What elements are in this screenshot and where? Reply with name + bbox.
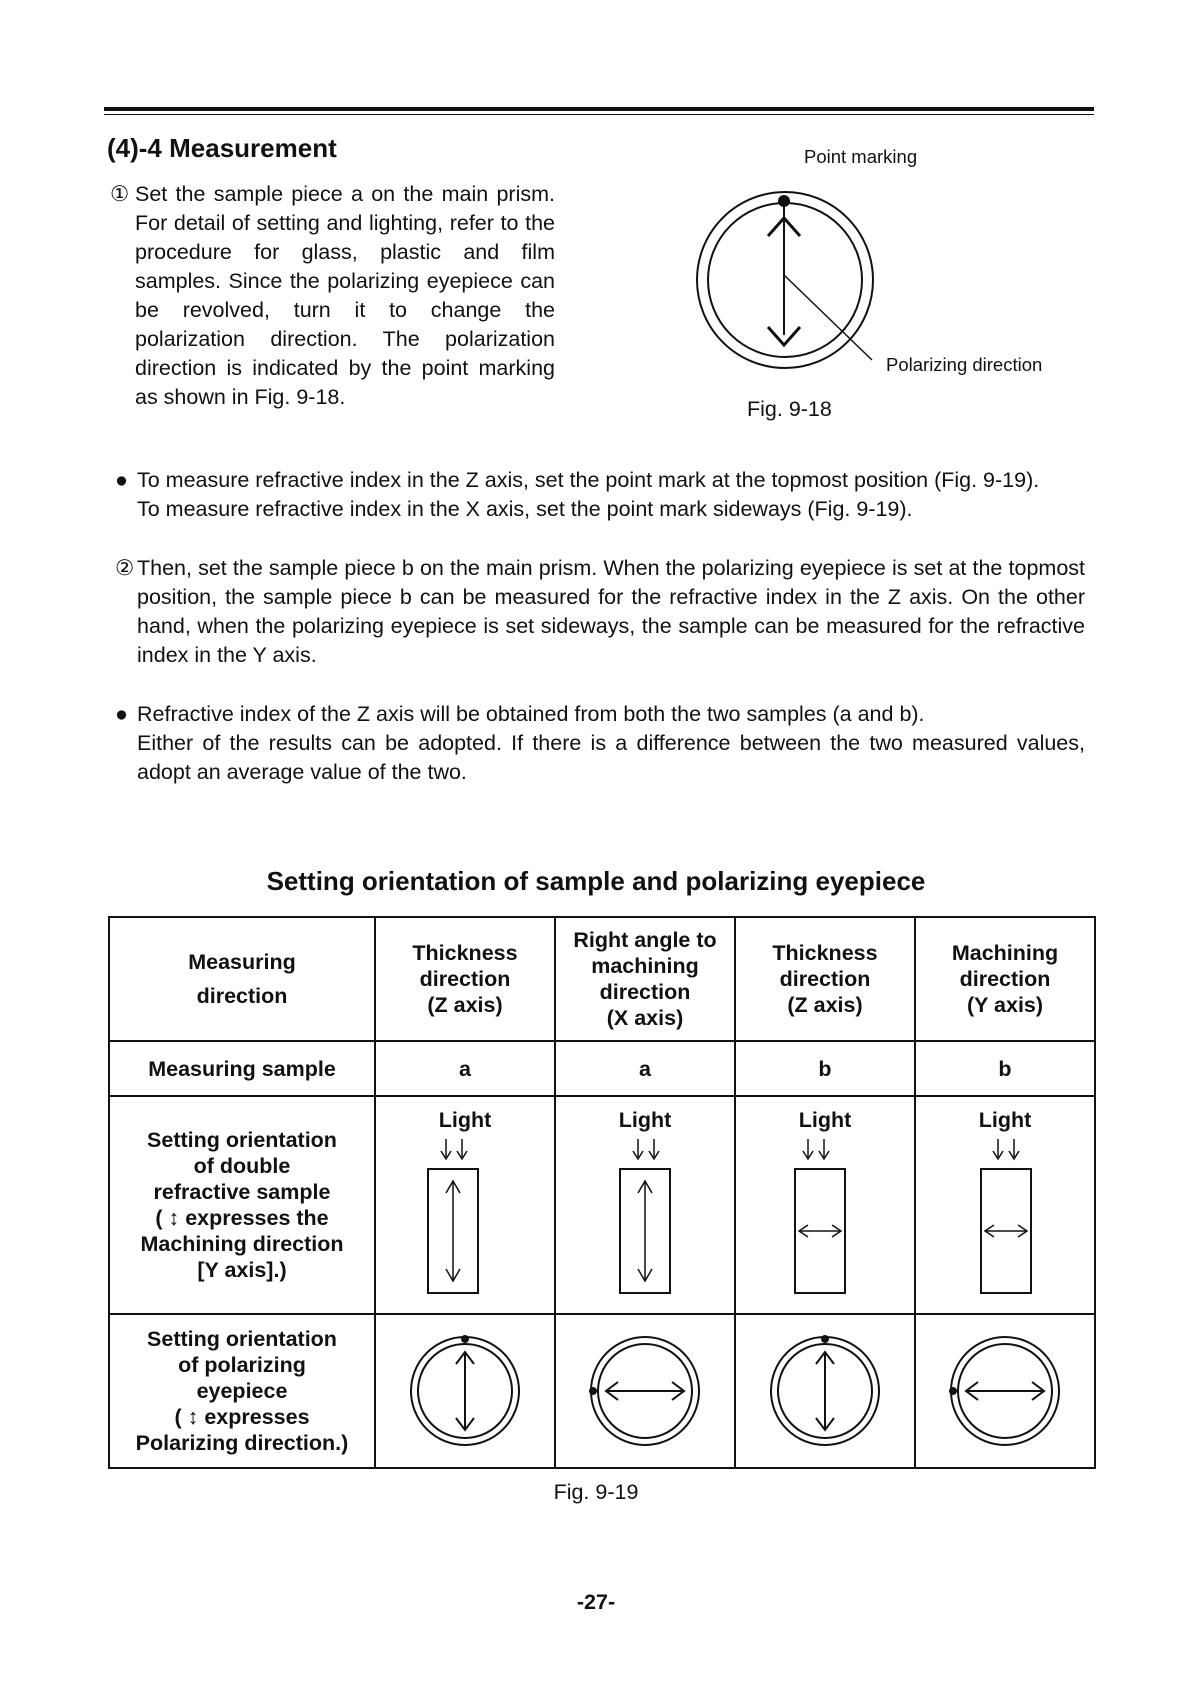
horizontal-arrow-icon: [966, 1382, 1044, 1400]
header-measuring-sample: Measuring sample: [109, 1041, 375, 1096]
point-mark-dot: [949, 1387, 957, 1395]
sample-col-3: b: [735, 1041, 915, 1096]
sample-horizontal-diagram: [916, 1097, 1096, 1313]
light-label: Light: [798, 1108, 852, 1132]
step2-number: ②: [115, 556, 135, 580]
eyepiece-top-mark-diagram: [765, 1326, 885, 1456]
point-mark-dot: [461, 1335, 469, 1343]
top-rule-thin: [104, 114, 1094, 115]
eyepiece-side-mark-diagram: [945, 1326, 1065, 1456]
bullet2-paragraph: [115, 700, 1085, 787]
caption-fig-9-19: Fig. 9-19: [553, 1480, 639, 1504]
light-label: Light: [618, 1108, 672, 1132]
caption-fig-9-18: Fig. 9-18: [747, 397, 832, 421]
light-arrows-icon: [993, 1139, 1019, 1159]
row-eyepiece-orientation: [109, 1314, 1095, 1468]
header-eyepiece-orientation: Setting orientation of polarizing eyepiece ( ↕ expresses Polarizing direction.): [109, 1314, 375, 1468]
vertical-arrow-icon: [446, 1181, 460, 1281]
header-measuring-direction: Measuring direction: [109, 917, 375, 1041]
vertical-arrow-icon: [638, 1181, 652, 1281]
step1-text: Set the sample piece a on the main prism. For detail of setting and lighting, refer to the procedure for glass, plastic and film samples. Since the polarizing eyepiece can be revolved, turn it to change the polarization direction. The polarization direction is indicated by the point marking as shown in Fig. 9-18.: [135, 182, 555, 409]
step1-number: ①: [110, 182, 130, 206]
sample-horizontal-diagram: [736, 1097, 916, 1313]
point-mark-dot: [589, 1387, 597, 1395]
sample-col-1: a: [375, 1041, 555, 1096]
sample-vertical-diagram: [556, 1097, 736, 1313]
bullet2-line2: Either of the results can be adopted. If there is a difference between the two measured values, adopt an average value of the two.: [137, 731, 1085, 784]
light-arrows-icon: [441, 1139, 467, 1159]
vertical-arrow-icon: [816, 1352, 834, 1430]
bullet1-line1: To measure refractive index in the Z axis, set the point mark at the topmost position (Fig. 9-19).: [137, 468, 1040, 492]
eyepiece-orientation-col-1: [375, 1314, 555, 1468]
table-title: Setting orientation of sample and polarizing eyepiece: [266, 866, 926, 896]
section-title: (4)-4 Measurement: [107, 133, 337, 163]
eyepiece-orientation-col-3: [735, 1314, 915, 1468]
step1-paragraph: [110, 180, 555, 412]
sample-orientation-col-4: [915, 1096, 1095, 1314]
vertical-arrow-icon: [456, 1352, 474, 1430]
bullet1-paragraph: [115, 466, 1085, 524]
row-sample-orientation: [109, 1096, 1095, 1314]
label-polarizing-direction: Polarizing direction: [886, 354, 1043, 375]
light-arrows-icon: [633, 1139, 659, 1159]
sample-col-2: a: [555, 1041, 735, 1096]
horizontal-arrow-icon: [799, 1225, 841, 1237]
point-mark-dot: [821, 1335, 829, 1343]
sample-vertical-diagram: [376, 1097, 556, 1313]
direction-col-1: Thickness direction (Z axis): [375, 917, 555, 1041]
horizontal-arrow-icon: [985, 1225, 1027, 1237]
orientation-table: [108, 916, 1096, 1469]
sample-orientation-col-3: [735, 1096, 915, 1314]
eyepiece-side-mark-diagram: [585, 1326, 705, 1456]
sample-col-4: b: [915, 1041, 1095, 1096]
eyepiece-top-mark-diagram: [405, 1326, 525, 1456]
bullet2-line1: Refractive index of the Z axis will be obtained from both the two samples (a and b).: [137, 702, 925, 726]
direction-col-4: Machining direction (Y axis): [915, 917, 1095, 1041]
polarizing-eyepiece-figure: [690, 180, 890, 380]
light-label: Light: [978, 1108, 1032, 1132]
bullet1-line2: To measure refractive index in the X axis, set the point mark sideways (Fig. 9-19).: [137, 497, 913, 521]
sample-orientation-col-2: [555, 1096, 735, 1314]
eyepiece-orientation-col-2: [555, 1314, 735, 1468]
row-measuring-direction: [109, 917, 1095, 1041]
bullet2-mark: ●: [115, 702, 128, 726]
light-arrows-icon: [803, 1139, 829, 1159]
eyepiece-orientation-col-4: [915, 1314, 1095, 1468]
light-label: Light: [438, 1108, 492, 1132]
direction-col-3: Thickness direction (Z axis): [735, 917, 915, 1041]
sample-orientation-col-1: [375, 1096, 555, 1314]
leader-line: [784, 275, 872, 360]
label-point-marking: Point marking: [804, 146, 918, 167]
horizontal-arrow-icon: [606, 1382, 684, 1400]
direction-col-2: Right angle to machining direction (X axis): [555, 917, 735, 1041]
point-marking-dot: [778, 195, 790, 207]
bullet1-mark: ●: [115, 468, 128, 492]
step2-text: Then, set the sample piece b on the main prism. When the polarizing eyepiece is set at the topmost position, the sample piece b can be measured for the refractive index in the Z axis. On the other hand, when the polarizing eyepiece is set sideways, the sample can be measured for the refractive index in the Y axis.: [137, 556, 1085, 667]
row-measuring-sample: [109, 1041, 1095, 1096]
header-sample-orientation: Setting orientation of double refractive sample ( ↕ expresses the Machining direction [Y axis].): [109, 1096, 375, 1314]
top-rule-thick: [104, 107, 1094, 111]
step2-paragraph: [115, 554, 1085, 670]
page-number: -27-: [576, 1590, 616, 1614]
